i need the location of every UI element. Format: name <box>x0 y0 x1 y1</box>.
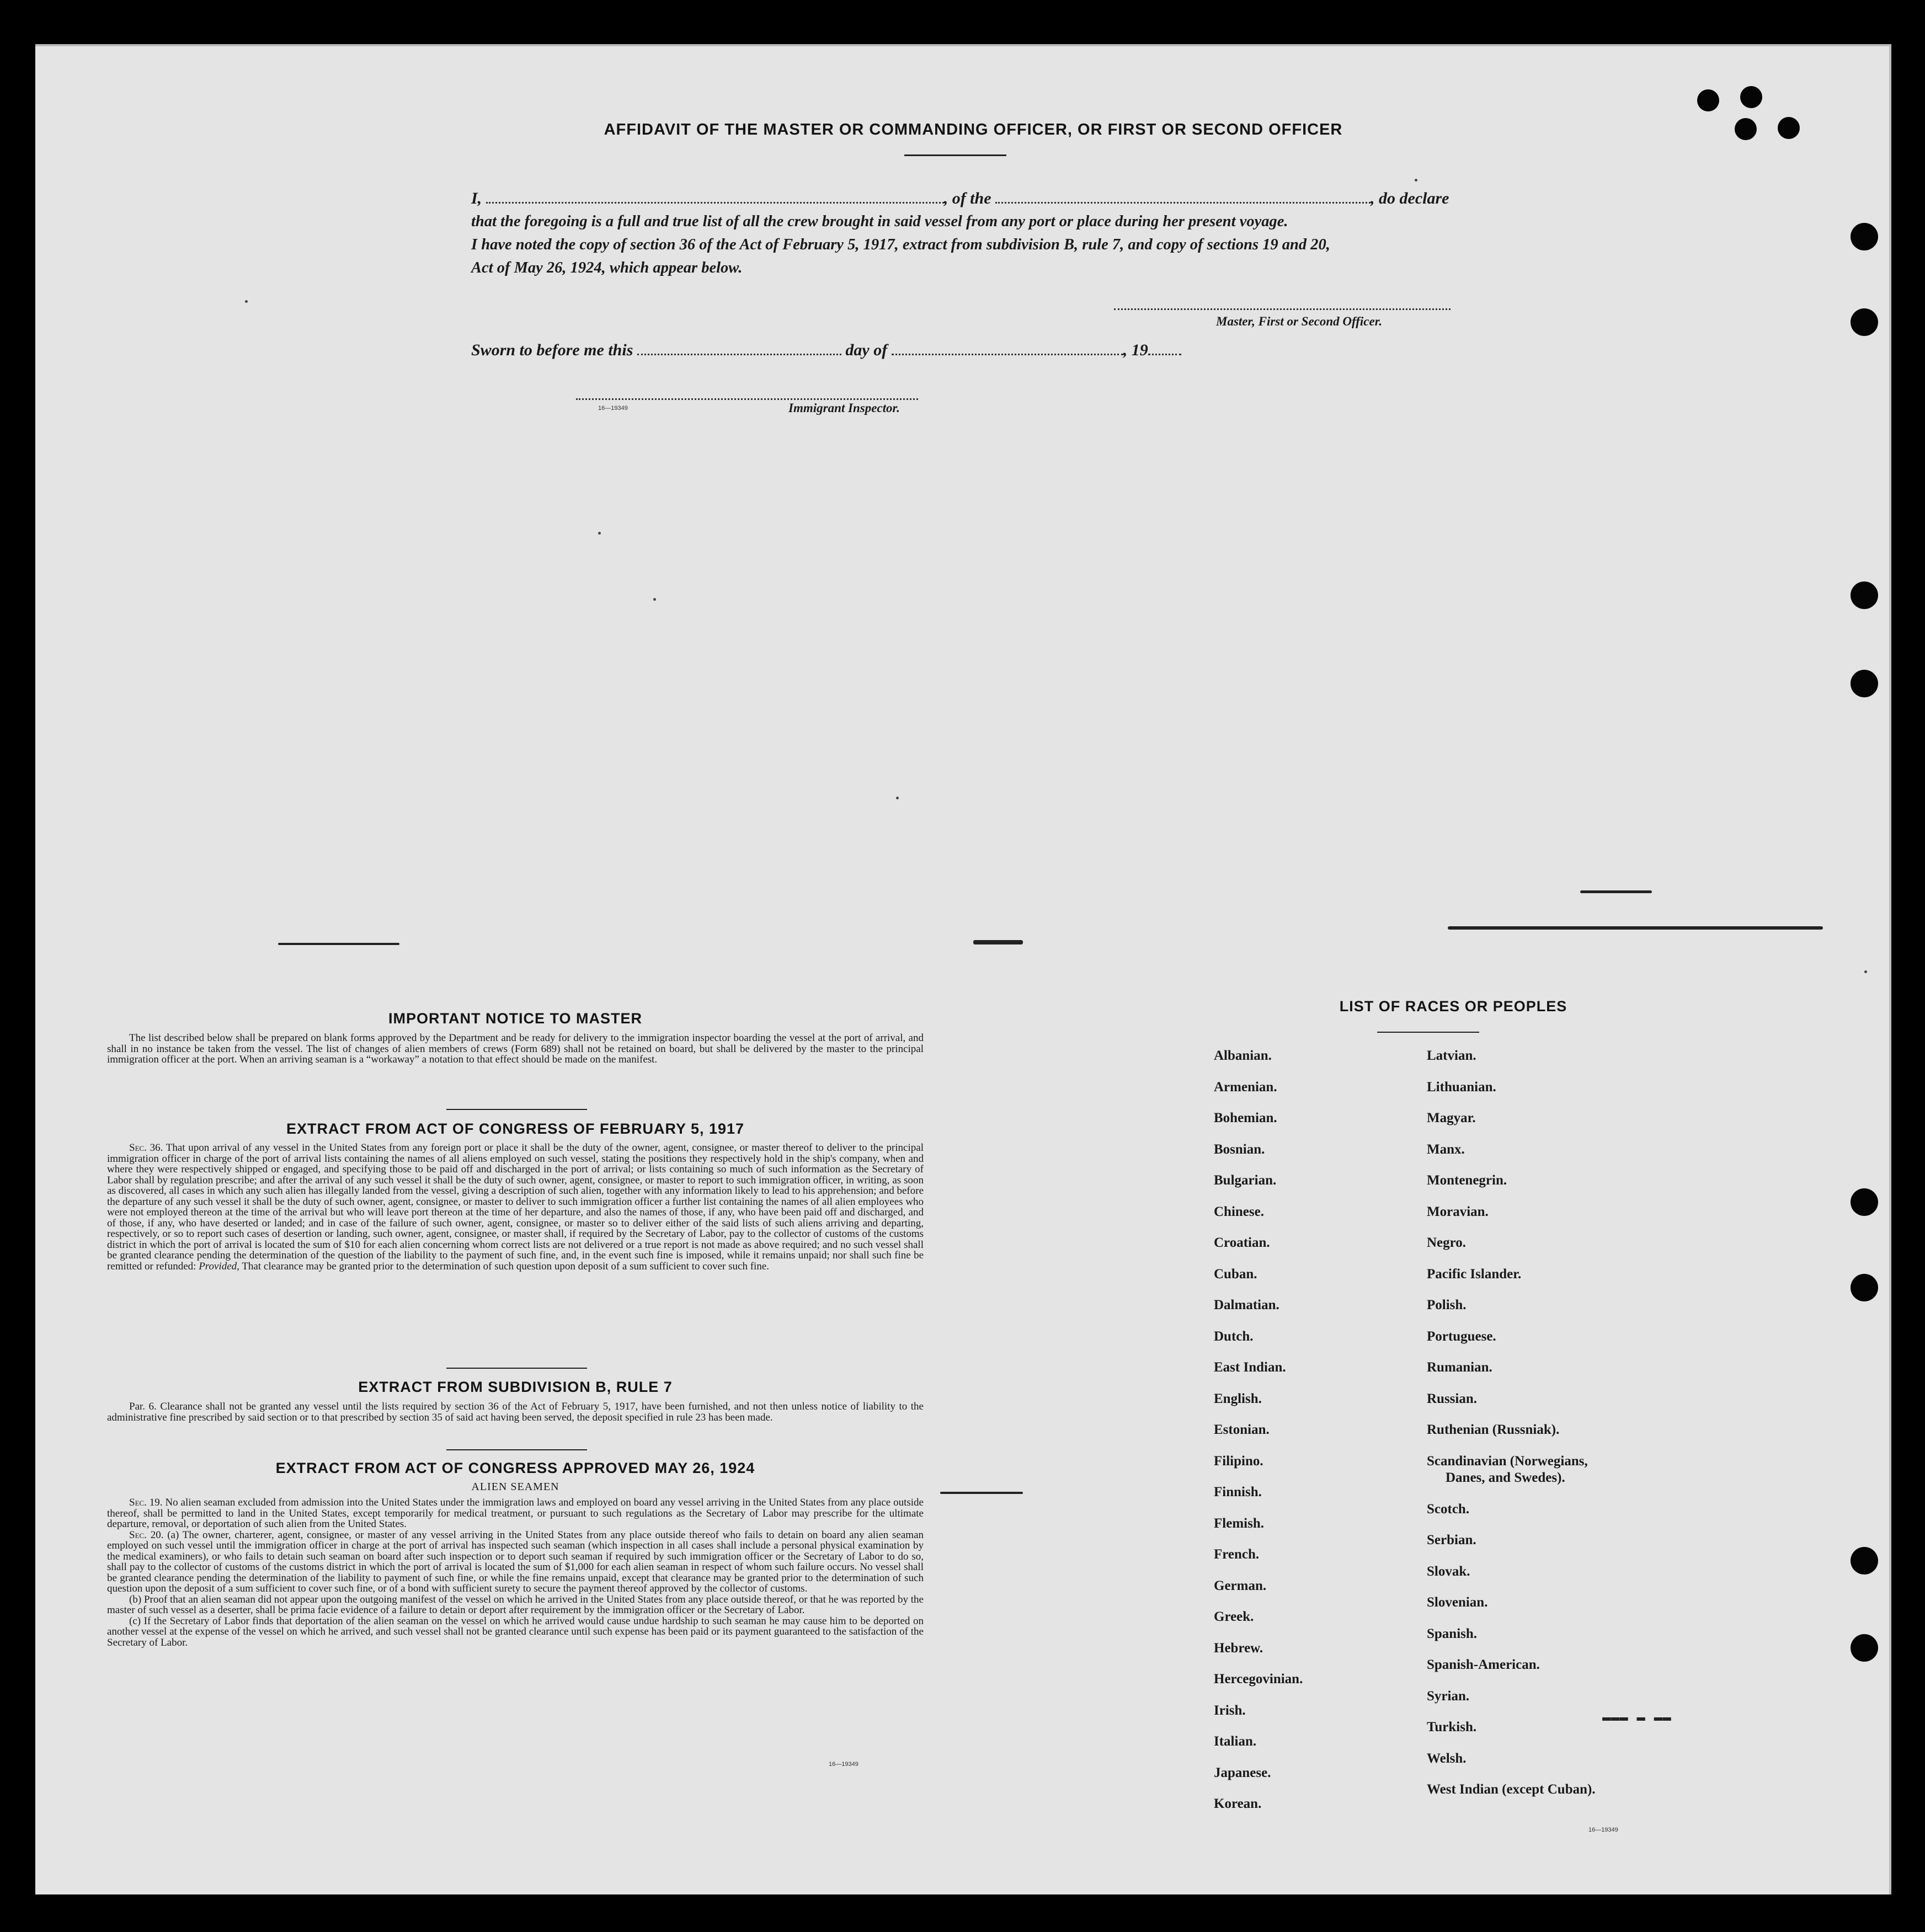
sworn-label: Sworn to before me this <box>471 341 633 359</box>
extract-1924-title: EXTRACT FROM ACT OF CONGRESS APPROVED MAY 26, 1924 <box>275 1460 755 1476</box>
races-title: LIST OF RACES OR PEOPLES <box>1339 998 1567 1015</box>
race-item: Bohemian. <box>1214 1111 1277 1125</box>
race-item: Korean. <box>1214 1796 1262 1811</box>
form-number: 16—19349 <box>598 405 628 412</box>
race-item: Montenegrin. <box>1427 1173 1507 1188</box>
section-rule <box>446 1368 587 1369</box>
sec-36-tail: That clearance may be granted prior to the determination of such question upon deposit of a sum sufficient to cover such fine. <box>242 1260 769 1272</box>
punch-hole <box>1851 223 1878 250</box>
notice-text: The list described below shall be prepared on blank forms approved by the Department and be ready for delivery to the immigration inspector boarding the vessel at the port of arrival, and shall in no instance be taken from the vessel. The list of changes of alien members of crews (Form 689) shall not be retained on board, but shall be delivered by the master to the principal immigration officer at the port. When an arriving seaman is a “workaway” a notation to that effect should be made on the manifest. <box>107 1032 924 1065</box>
extract-1924-section <box>107 1497 924 1648</box>
punch-hole <box>1740 86 1762 108</box>
rule-7-text: Par. 6. Clearance shall not be granted any vessel until the lists required by section 36 of the Act of February 5, 1917, have been furnished, and not then unless notice of liability to the administrative fine prescribed by said section or to that prescribed by section 35 of said act having been served, the deposit specified in rule 23 has been made. <box>107 1401 924 1423</box>
section-rule <box>446 1109 587 1110</box>
affidavit-line-4: Act of May 26, 1924, which appear below. <box>471 259 743 276</box>
ink-smudge <box>278 943 399 945</box>
alien-seamen-subtitle: ALIEN SEAMEN <box>471 1481 559 1493</box>
punch-hole <box>1851 1274 1878 1301</box>
race-item: Serbian. <box>1427 1533 1476 1547</box>
punch-hole <box>1778 117 1800 139</box>
inspector-line <box>576 398 918 400</box>
punch-hole <box>1851 1634 1878 1662</box>
race-item: German. <box>1214 1578 1267 1593</box>
race-item: Dutch. <box>1214 1328 1254 1344</box>
inspector-caption: Immigrant Inspector. <box>788 401 900 415</box>
title-rule <box>904 154 1006 156</box>
race-item: Bosnian. <box>1214 1141 1265 1157</box>
race-item: Slovenian. <box>1427 1595 1488 1610</box>
form-number: 16—19349 <box>829 1761 858 1768</box>
vessel-blank <box>995 202 1371 204</box>
punch-hole <box>1851 308 1878 336</box>
race-item: Flemish. <box>1214 1515 1264 1531</box>
sec-20a-body: (a) The owner, charterer, agent, consignee, or master of any vessel arriving in the United States from any place outside thereof who fails to detain on board any alien seaman employed on such vessel until the immigration officer in charge at the port of arrival has inspected such seaman (which inspection in all cases shall include a personal physical examination by the medical examiners), or who fails to detain such seaman on board after such inspection or to deport such seaman if required by such immigration officer or the Secretary of Labor to do so, shall pay to the collector of customs of the customs district in which the port of arrival is located the sum of $1,000 for each alien seaman in respect of whom such failure occurs. No vessel shall be granted clearance pending the determination of the liability to payment of such fine, or while the fine remains unpaid, except that clearance may be granted prior to the determination of such question upon the deposit of a sum sufficient to cover such fine, or of a bond with sufficient surety to secure the payment thereof approved by the collector of customs. <box>107 1529 924 1594</box>
sec-19-body: No alien seaman excluded from admission into the United States under the immigration laws and employed on board any vessel arriving in the United States from any place outside thereof, shall be permitted to land in the United States, except temporarily for medical treatment, or pursuant to such regulations as the Secretary of Labor may prescribe for the ultimate departure, removal, or deportation of such alien from the United States. <box>107 1497 924 1530</box>
rule-7-section <box>107 1401 924 1423</box>
race-item: Hercegovinian. <box>1214 1672 1303 1687</box>
race-item: Japanese. <box>1214 1765 1271 1780</box>
race-item: English. <box>1214 1391 1262 1406</box>
day-blank <box>637 354 841 355</box>
speck <box>896 797 899 799</box>
race-item: Magyar. <box>1427 1111 1476 1125</box>
section-20b-text: (b) Proof that an alien seaman did not appear upon the outgoing manifest of the vessel on which he arrived in the United States from any place outside thereof, or that he was reported by the master of such vessel as a deserter, shall be prima facie evidence of a failure to detain or deport after requirement by the immigration officer or the Secretary of Labor. <box>107 1593 924 1616</box>
of-the-label: , of the <box>943 189 991 207</box>
extract-1917-title: EXTRACT FROM ACT OF CONGRESS OF FEBRUARY 5, 1917 <box>286 1120 745 1137</box>
race-item: Welsh. <box>1427 1750 1467 1766</box>
ink-smudge <box>940 1492 1023 1494</box>
ink-smudge <box>973 940 1023 944</box>
race-item: Danes, and Swedes). <box>1446 1470 1565 1485</box>
notice-title: IMPORTANT NOTICE TO MASTER <box>388 1010 642 1027</box>
section-20a-text <box>107 1530 924 1594</box>
i-label: I, <box>471 189 482 207</box>
name-blank <box>486 202 944 204</box>
race-item: Albanian. <box>1214 1048 1272 1063</box>
race-item: West Indian (except Cuban). <box>1427 1782 1596 1797</box>
race-item: Scotch. <box>1427 1501 1470 1517</box>
sec-20-label: Sec. 20. <box>129 1529 164 1541</box>
bleed-through-stamp: ▬▬▬ ▬ ▬▬ <box>1602 1712 1671 1729</box>
race-item: Italian. <box>1214 1734 1257 1749</box>
day-of-label: day of <box>845 341 888 359</box>
race-item: Chinese. <box>1214 1204 1264 1219</box>
race-item: Hebrew. <box>1214 1640 1263 1656</box>
do-declare-label: , do declare <box>1371 189 1449 207</box>
year-blank <box>1148 354 1181 355</box>
races-column-1 <box>1214 1048 1303 1827</box>
race-item: French. <box>1214 1547 1260 1562</box>
race-item: Turkish. <box>1427 1720 1477 1734</box>
signature-caption: Master, First or Second Officer. <box>1216 314 1383 328</box>
section-36-text <box>107 1143 924 1272</box>
race-item: Spanish. <box>1427 1626 1478 1641</box>
document-sheet <box>35 44 1891 1894</box>
section-20c-text: (c) If the Secretary of Labor finds that deportation of the alien seaman on the vessel on which he arrived would cause undue hardship to such seaman he may cause him to be deported on another vessel at the expense of the vessel on which he arrived, and such vessel shall not be granted clearance until such expense has been paid or its payment guaranteed to the satisfaction of the Secretary of Labor. <box>107 1615 924 1648</box>
provided-word: Provided, <box>199 1260 239 1272</box>
affidavit-line-2: that the foregoing is a full and true list of all the crew brought in said vessel from any port or place during her present voyage. <box>471 213 1288 230</box>
race-item: Portuguese. <box>1427 1328 1496 1344</box>
punch-hole <box>1851 581 1878 609</box>
title-rule <box>1377 1032 1479 1033</box>
race-item: Negro. <box>1427 1235 1467 1250</box>
race-item: Syrian. <box>1427 1688 1470 1704</box>
race-item: Irish. <box>1214 1702 1246 1718</box>
speck <box>653 598 656 601</box>
speck <box>598 532 601 535</box>
punch-hole <box>1697 89 1719 111</box>
race-item: Scandinavian (Norwegians, <box>1427 1453 1588 1469</box>
affidavit-title: AFFIDAVIT OF THE MASTER OR COMMANDING OFFICER, OR FIRST OR SECOND OFFICER <box>604 121 1343 138</box>
sec-36-label: Sec. 36. <box>129 1142 163 1154</box>
races-column-2 <box>1427 1048 1596 1813</box>
sworn-line <box>471 339 1181 362</box>
race-item: Dalmatian. <box>1214 1298 1279 1312</box>
section-19-text <box>107 1497 924 1530</box>
race-item: Latvian. <box>1427 1048 1476 1063</box>
section-rule <box>446 1449 587 1450</box>
punch-hole <box>1851 1188 1878 1216</box>
race-item: Ruthenian (Russniak). <box>1427 1422 1560 1437</box>
race-item: Spanish-American. <box>1427 1657 1540 1672</box>
race-item: Greek. <box>1214 1609 1254 1624</box>
race-item: Armenian. <box>1214 1079 1277 1095</box>
affidavit-line-3: I have noted the copy of section 36 of the Act of February 5, 1917, extract from subdivision B, rule 7, and copy of sections 19 and 20, <box>471 236 1330 253</box>
ink-smudge <box>1580 890 1652 893</box>
race-item: Estonian. <box>1214 1422 1270 1437</box>
race-item: Slovak. <box>1427 1563 1470 1579</box>
race-item: Cuban. <box>1214 1266 1257 1282</box>
race-item: Polish. <box>1427 1298 1467 1312</box>
race-item: Lithuanian. <box>1427 1079 1496 1095</box>
rule-7-title: EXTRACT FROM SUBDIVISION B, RULE 7 <box>358 1379 673 1395</box>
race-item: Pacific Islander. <box>1427 1266 1522 1282</box>
speck <box>245 300 248 303</box>
notice-section <box>107 1033 924 1065</box>
affidavit-text <box>471 187 1519 280</box>
ink-smudge <box>1448 926 1823 930</box>
race-item: East Indian. <box>1214 1360 1286 1375</box>
punch-hole <box>1851 1547 1878 1575</box>
punch-hole <box>1851 670 1878 697</box>
race-item: Bulgarian. <box>1214 1173 1277 1188</box>
race-item: Russian. <box>1427 1391 1478 1406</box>
race-item: Rumanian. <box>1427 1360 1492 1375</box>
month-blank <box>892 354 1123 355</box>
punch-hole <box>1735 118 1757 140</box>
speck <box>1415 179 1417 182</box>
year-label: , 19 <box>1123 341 1148 359</box>
sec-19-label: Sec. 19. <box>129 1497 163 1508</box>
race-item: Moravian. <box>1427 1204 1489 1219</box>
sec-36-body: That upon arrival of any vessel in the United States from any foreign port or place it shall be the duty of the owner, agent, consignee, or master thereof to deliver to the principal immigration officer in charge of the port of arrival lists containing the names of all aliens employed on such vessel, stating the positions they respectively hold in the ship's company, when and where they were respectively shipped or engaged, and specifying those to be paid off and discharged in the port of arrival; or lists containing so much of such information as the Secretary of Labor shall by regulation prescribe; and after the arrival of any such vessel it shall be the duty of such owner, agent, consignee, or master to report to such immigration officer, in writing, as soon as discovered, all cases in which any such alien has illegally landed from the vessel, giving a description of such alien, together with any information likely to lead to his apprehension; and before the departure of any such vessel it shall be the duty of such owner, agent, consignee, or master to deliver to such immigration officer a further list containing the names of all alien employees who were not employed thereon at the time of the arrival but who will leave port thereon at the time of her departure, and also the names of those, if any, who have been paid off and discharged, and of those, if any, who have deserted or landed; and in case of the failure of such owner, agent, consignee, or master so to deliver either of the said lists of such aliens arriving and departing, respectively, or so to report such cases of desertion or landing, such owner, agent, consignee, or master shall, if required by the Secretary of Labor, pay to the collector of customs of the customs district in which the port of arrival is located the sum of $10 for each alien concerning whom correct lists are not delivered or a true report is not made as above required; and no such vessel shall be granted clearance pending the determination of the question of the liability to the payment of such fine, and, in the event such fine is imposed, while it remains unpaid; nor shall such fine be remitted or refunded: <box>107 1142 924 1272</box>
signature-line <box>1114 308 1451 310</box>
speck <box>1864 970 1867 973</box>
race-item: Croatian. <box>1214 1235 1270 1250</box>
race-item: Manx. <box>1427 1141 1465 1157</box>
form-number: 16—19349 <box>1588 1827 1618 1833</box>
race-item: Finnish. <box>1214 1485 1262 1499</box>
extract-1917-section <box>107 1143 924 1272</box>
race-item: Filipino. <box>1214 1453 1263 1469</box>
